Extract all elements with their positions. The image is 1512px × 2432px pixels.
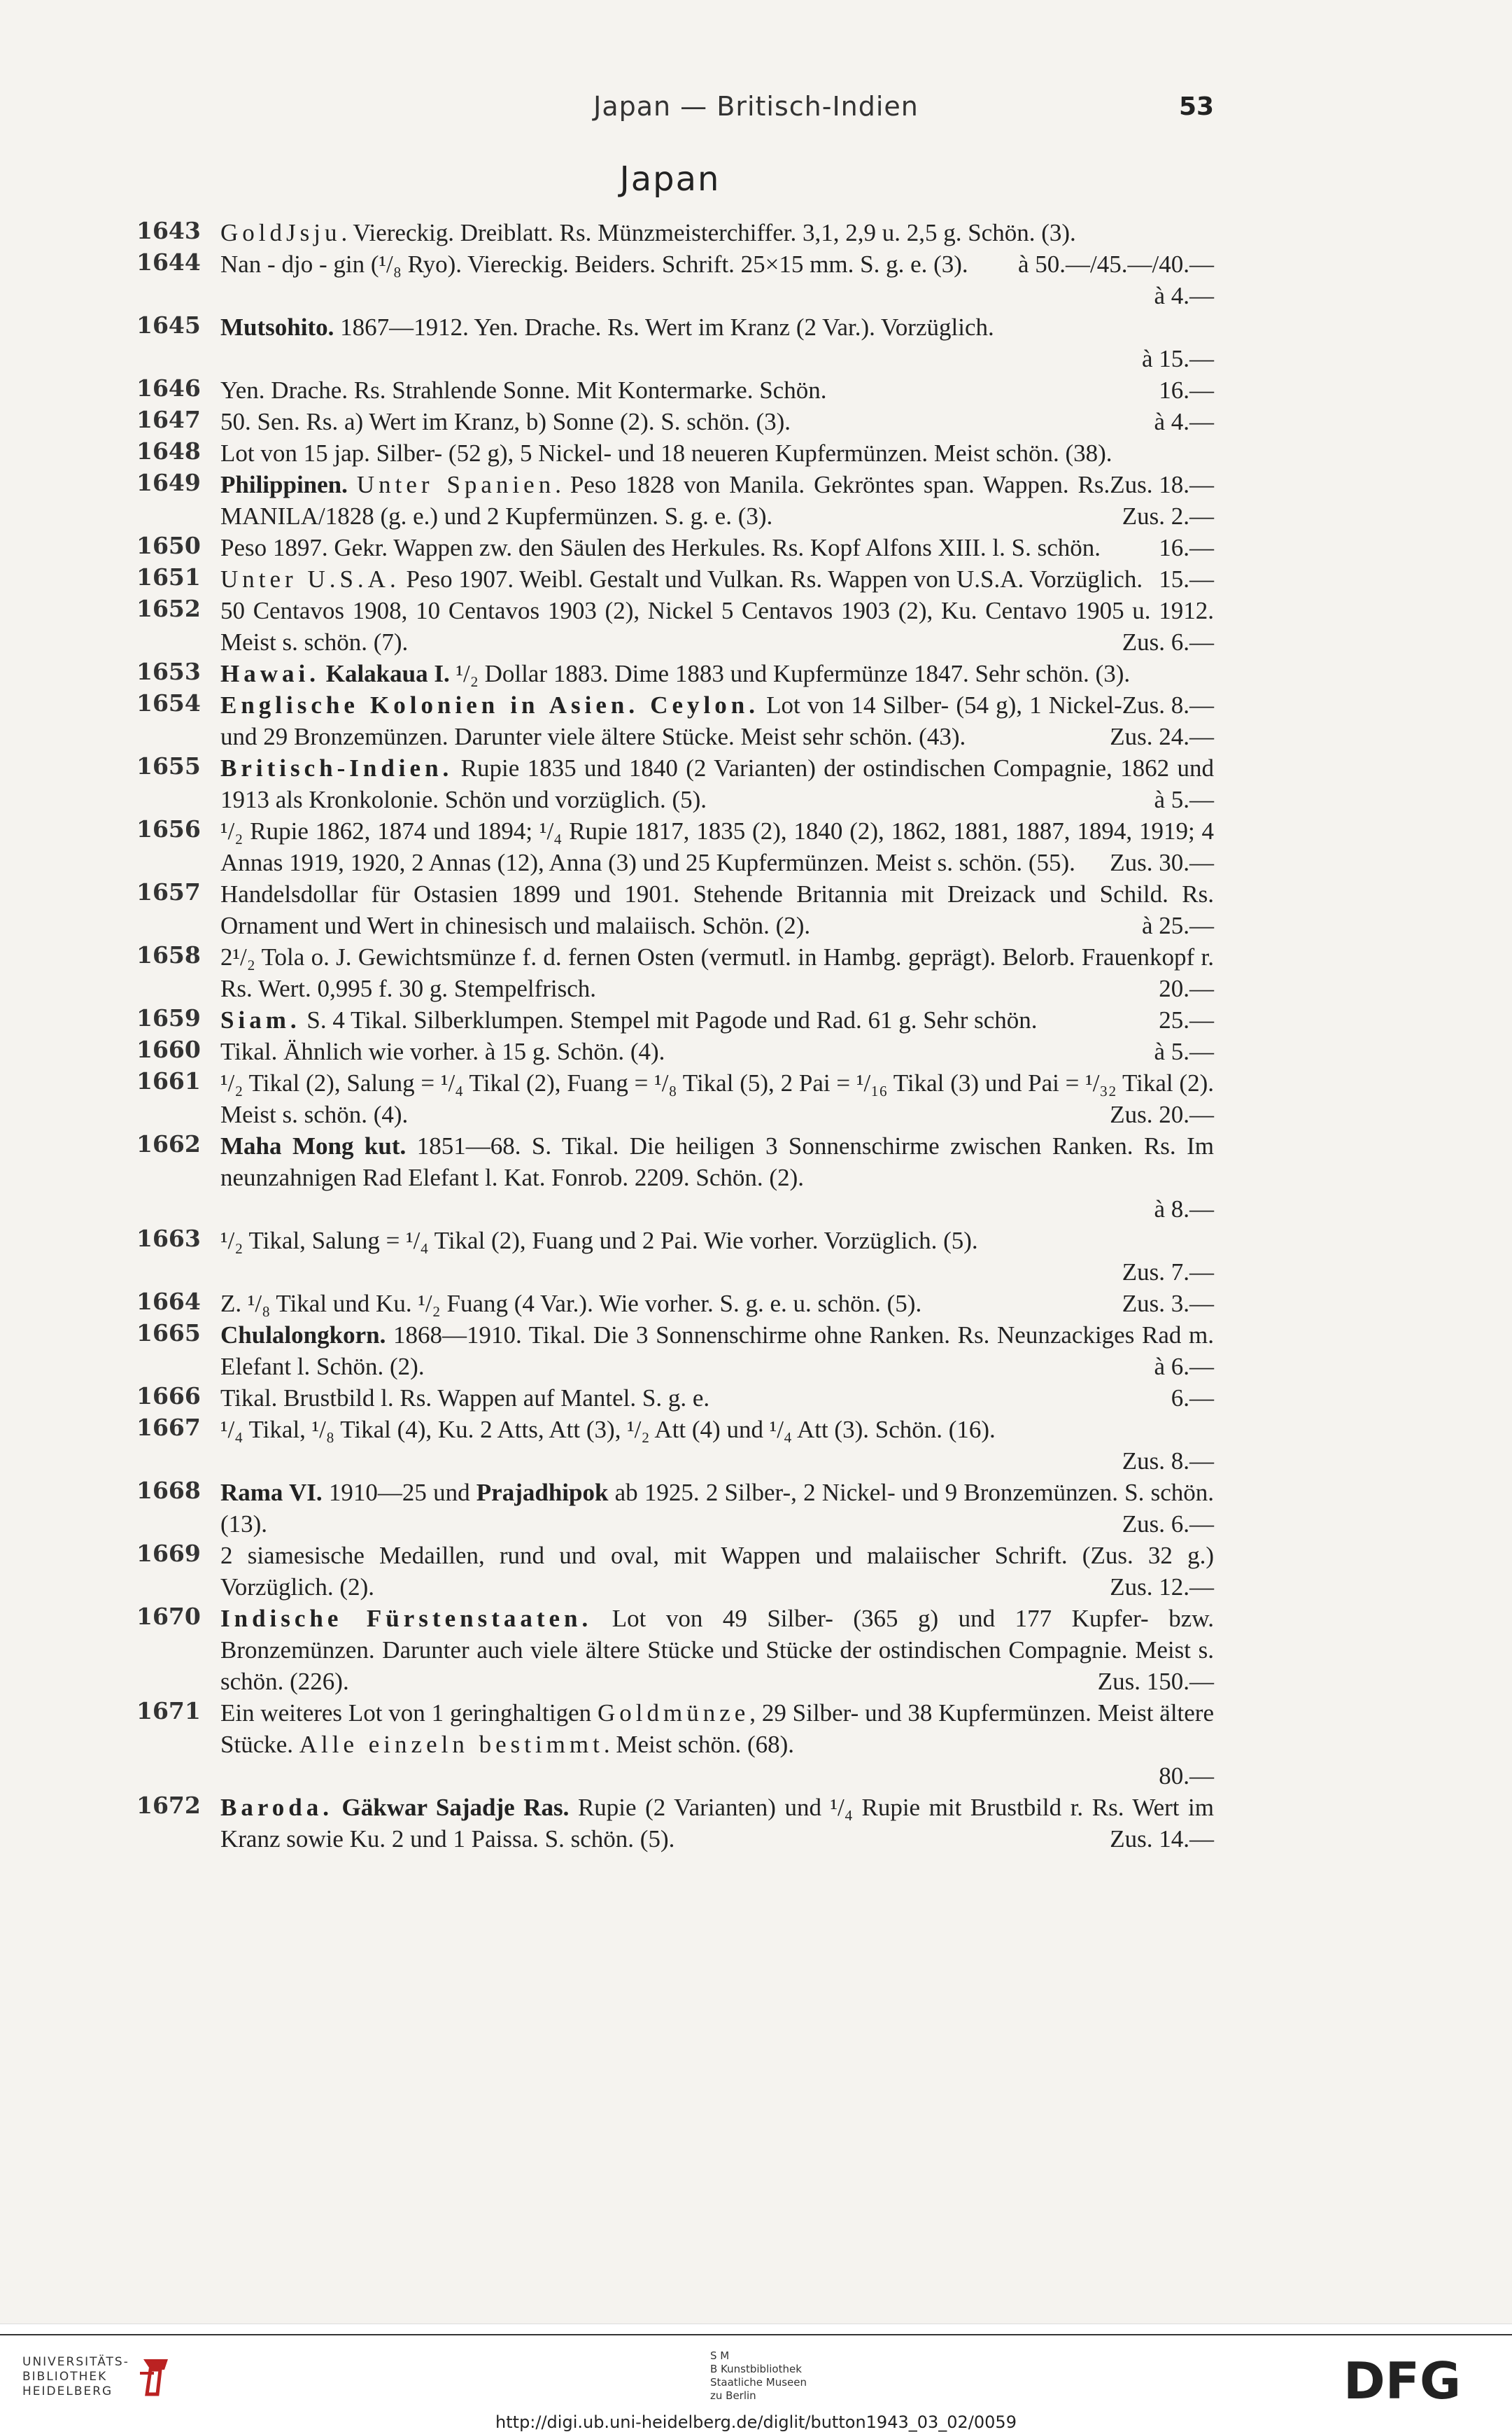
lot-number: 1662: [136, 1130, 201, 1158]
lot-number: 1669: [136, 1540, 201, 1567]
footer: [0, 2324, 1512, 2432]
lot-number: 1665: [136, 1319, 201, 1347]
lot-description: Indische Fürstenstaaten. Lot von 49 Silber- (365 g) und 177 Kupfer- bzw. Bronzemünzen. Darunter auch viele ältere Stücke und Stücke der ostindischen Compagnie. Meist s. schön. (226). Zus. 150.—: [220, 1605, 1214, 1695]
lot-description: 2¹/₂ Tola o. J. Gewichtsmünze f. d. fernen Osten (vermutl. in Hambg. geprägt). Belorb. Frauenkopf r. Rs. Wert. 0,995 f. 30 g. Stempelfrisch. 20.—: [220, 943, 1214, 1002]
catalog-entry: [136, 752, 1214, 815]
lot-description: ¹/₂ Rupie 1862, 1874 und 1894; ¹/₄ Rupie 1817, 1835 (2), 1840 (2), 1862, 1881, 1887, 1894, 1919; 4 Annas 1919, 1920, 2 Annas (12), Anna (3) und 25 Kupfermünzen. Meist s. schön. (55). Zus. 30.—: [220, 817, 1214, 876]
lot-description: Englische Kolonien in Asien. Ceylon. Lot von 14 Silber- (54 g), 1 Nickel- und 29 Bronzemünzen. Darunter viele ältere Stücke. Meist sehr schön. (43). Zus. 24.—: [220, 691, 1214, 750]
footer-rule: [0, 2334, 1512, 2335]
catalog-entry: [136, 248, 1214, 311]
lot-number: 1653: [136, 658, 201, 685]
dfg-logo-icon: [1343, 2355, 1490, 2404]
catalog-entry: [136, 1414, 1214, 1477]
lot-description: 2 siamesische Medaillen, rund und oval, mit Wappen und malaiischer Schrift. (Zus. 32 g.) Vorzüglich. (2). Zus. 12.—: [220, 1542, 1214, 1601]
catalog-entry: [136, 1225, 1214, 1288]
lot-number: 1652: [136, 595, 201, 622]
lot-description: Mutsohito. 1867—1912. Yen. Drache. Rs. Wert im Kranz (2 Var.). Vorzüglich. à 15.—: [220, 314, 1214, 372]
catalog-entry: [136, 311, 1214, 374]
catalog-entry: [136, 1792, 1214, 1855]
catalog-entry: [136, 1540, 1214, 1603]
catalog-entry: [136, 1067, 1214, 1130]
lot-description: Britisch-Indien. Rupie 1835 und 1840 (2 Varianten) der ostindischen Compagnie, 1862 und 1913 als Kronkolonie. Schön und vorzüglich. (5). à 5.—: [220, 754, 1214, 813]
lot-number: 1643: [136, 217, 201, 244]
lot-number: 1661: [136, 1067, 201, 1095]
catalog-entry: [136, 941, 1214, 1004]
catalog-entry: [136, 1697, 1214, 1792]
section-title: Japan: [619, 160, 721, 199]
lot-description: Nan - djo - gin (¹/₈ Ryo). Viereckig. Beiders. Schrift. 25×15 mm. S. g. e. (3). à 4.—: [220, 251, 1214, 309]
lot-number: 1667: [136, 1414, 201, 1441]
lot-description: 50 Centavos 1908, 10 Centavos 1903 (2), Nickel 5 Centavos 1903 (2), Ku. Centavo 1905 u. 1912. Meist s. schön. (7). Zus. 6.—: [220, 597, 1214, 656]
lot-number: 1672: [136, 1792, 201, 1819]
lot-description: Lot von 15 jap. Silber- (52 g), 5 Nickel- und 18 neueren Kupfermünzen. Meist schön. (38). Zus. 18.—: [220, 440, 1214, 498]
lot-description: Yen. Drache. Rs. Strahlende Sonne. Mit Kontermarke. Schön. 16.—: [220, 377, 1214, 404]
lot-number: 1668: [136, 1477, 201, 1504]
lot-description: Z. ¹/₈ Tikal und Ku. ¹/₂ Fuang (4 Var.). Wie vorher. S. g. e. u. schön. (5). Zus. 3.—: [220, 1290, 1214, 1317]
catalog-entry: [136, 815, 1214, 878]
lot-number: 1671: [136, 1697, 201, 1724]
lot-description: Maha Mong kut. 1851—68. S. Tikal. Die heiligen 3 Sonnenschirme zwischen Ranken. Rs. Im neunzahnigen Rad Elefant l. Kat. Fonrob. 2209. Schön. (2). à 8.—: [220, 1132, 1214, 1223]
dfg-logo-text: DFG: [1343, 2355, 1462, 2404]
lot-number: 1657: [136, 878, 201, 906]
museum-credit-text: [710, 2349, 807, 2403]
lot-description: GoldJsju. Viereckig. Dreiblatt. Rs. Münzmeisterchiffer. 3,1, 2,9 u. 2,5 g. Schön. (3). à 50.—/45.—/40.—: [220, 219, 1214, 278]
catalog-entry: [136, 1130, 1214, 1225]
credit-line: S M: [710, 2349, 730, 2362]
catalog-entry: [136, 1036, 1214, 1067]
catalog-entry: [136, 689, 1214, 752]
lot-description: Tikal. Brustbild l. Rs. Wappen auf Mantel. S. g. e. 6.—: [220, 1384, 1214, 1412]
catalog-entry: [136, 1477, 1214, 1540]
catalog-entry: [136, 406, 1214, 437]
catalog-entry: [136, 374, 1214, 406]
lot-number: 1659: [136, 1004, 201, 1032]
lot-number: 1648: [136, 437, 201, 465]
lot-number: 1663: [136, 1225, 201, 1252]
lot-description: Chulalongkorn. 1868—1910. Tikal. Die 3 Sonnenschirme ohne Ranken. Rs. Neunzackiges Rad m. Elefant l. Schön. (2). à 6.—: [220, 1321, 1214, 1380]
lot-number: 1650: [136, 532, 201, 559]
catalog-entry: [136, 595, 1214, 658]
university-line: UNIVERSITÄTS-: [22, 2355, 129, 2369]
catalog-entry: [136, 563, 1214, 595]
lot-description: 50. Sen. Rs. a) Wert im Kranz, b) Sonne (2). S. schön. (3). à 4.—: [220, 408, 1214, 435]
catalog-entry: [136, 532, 1214, 563]
lot-number: 1664: [136, 1288, 201, 1315]
catalog-entry: [136, 1004, 1214, 1036]
lot-description: Handelsdollar für Ostasien 1899 und 1901. Stehende Britannia mit Dreizack und Schild. Rs. Ornament und Wert in chinesisch und malaiisch. Schön. (2). à 25.—: [220, 880, 1214, 939]
university-line: HEIDELBERG: [22, 2384, 113, 2398]
lot-description: Unter U.S.A. Peso 1907. Weibl. Gestalt und Vulkan. Rs. Wappen von U.S.A. Vorzüglich. 15.—: [220, 565, 1214, 593]
catalog-entry: [136, 878, 1214, 941]
university-logo-icon: [136, 2352, 185, 2401]
lot-number: 1656: [136, 815, 201, 843]
lot-description: Peso 1897. Gekr. Wappen zw. den Säulen des Herkules. Rs. Kopf Alfons XIII. l. S. schön. 16.—: [220, 534, 1214, 561]
catalog-entry: [136, 1319, 1214, 1382]
lot-description: Philippinen. Unter Spanien. Peso 1828 von Manila. Gekröntes span. Wappen. Rs. MANILA/1828 (g. e.) und 2 Kupfermünzen. S. g. e. (3). Zus. 2.—: [220, 471, 1214, 530]
lot-description: Tikal. Ähnlich wie vorher. à 15 g. Schön. (4). à 5.—: [220, 1038, 1214, 1065]
credit-line: zu Berlin: [710, 2389, 756, 2402]
lot-description: Rama VI. 1910—25 und Prajadhipok ab 1925. 2 Silber-, 2 Nickel- und 9 Bronzemünzen. S. schön. (13). Zus. 6.—: [220, 1479, 1214, 1538]
lot-number: 1644: [136, 248, 201, 276]
lot-description: Hawai. Kalakaua I. ¹/₂ Dollar 1883. Dime 1883 und Kupfermünze 1847. Sehr schön. (3). Zus. 8.—: [220, 660, 1214, 719]
lot-number: 1649: [136, 469, 201, 496]
lot-number: 1646: [136, 374, 201, 402]
lot-number: 1655: [136, 752, 201, 780]
lot-number: 1645: [136, 311, 201, 339]
lot-description: ¹/₂ Tikal (2), Salung = ¹/₄ Tikal (2), Fuang = ¹/₈ Tikal (5), 2 Pai = ¹/₁₆ Tikal (3) und Pai = ¹/₃₂ Tikal (2). Meist s. schön. (4). Zus. 20.—: [220, 1069, 1214, 1128]
university-line: BIBLIOTHEK: [22, 2370, 108, 2384]
catalog-entry: [136, 1382, 1214, 1414]
lot-description: ¹/₄ Tikal, ¹/₈ Tikal (4), Ku. 2 Atts, Att (3), ¹/₂ Att (4) und ¹/₄ Att (3). Schön. (16). Zus. 8.—: [220, 1416, 1214, 1475]
lot-description: Baroda. Gäkwar Sajadje Ras. Rupie (2 Varianten) und ¹/₄ Rupie mit Brustbild r. Rs. Wert im Kranz sowie Ku. 2 und 1 Paissa. S. schön. (5). Zus. 14.—: [220, 1794, 1214, 1853]
lot-description: Siam. S. 4 Tikal. Silberklumpen. Stempel mit Pagode und Rad. 61 g. Sehr schön. 25.—: [220, 1006, 1214, 1034]
credit-line: Staatliche Museen: [710, 2376, 807, 2389]
lot-description: Ein weiteres Lot von 1 geringhaltigen Goldmünze, 29 Silber- und 38 Kupfermünzen. Meist ältere Stücke. Alle einzeln bestimmt. Meist schön. (68). 80.—: [220, 1699, 1215, 1790]
lot-number: 1660: [136, 1036, 201, 1063]
catalog-entry: [136, 469, 1214, 532]
source-url[interactable]: http://digi.ub.uni-heidelberg.de/diglit/button1943_03_02/0059: [495, 2412, 1017, 2432]
page-number: 53: [1179, 92, 1215, 121]
lot-number: 1666: [136, 1382, 201, 1410]
lot-description: ¹/₂ Tikal, Salung = ¹/₄ Tikal (2), Fuang und 2 Pai. Wie vorher. Vorzüglich. (5). Zus. 7.—: [220, 1227, 1214, 1286]
lot-number: 1651: [136, 563, 201, 591]
lot-number: 1670: [136, 1603, 201, 1630]
credit-line: B Kunstbibliothek: [710, 2363, 802, 2375]
running-head: Japan — Britisch-Indien: [593, 91, 919, 122]
catalog-entry: [136, 1603, 1214, 1697]
lot-number: 1647: [136, 406, 201, 433]
lot-number: 1658: [136, 941, 201, 969]
catalog-entry: [136, 1288, 1214, 1319]
lot-number: 1654: [136, 689, 201, 717]
university-library-text: [22, 2355, 129, 2399]
catalog-entries: [136, 217, 1214, 1855]
